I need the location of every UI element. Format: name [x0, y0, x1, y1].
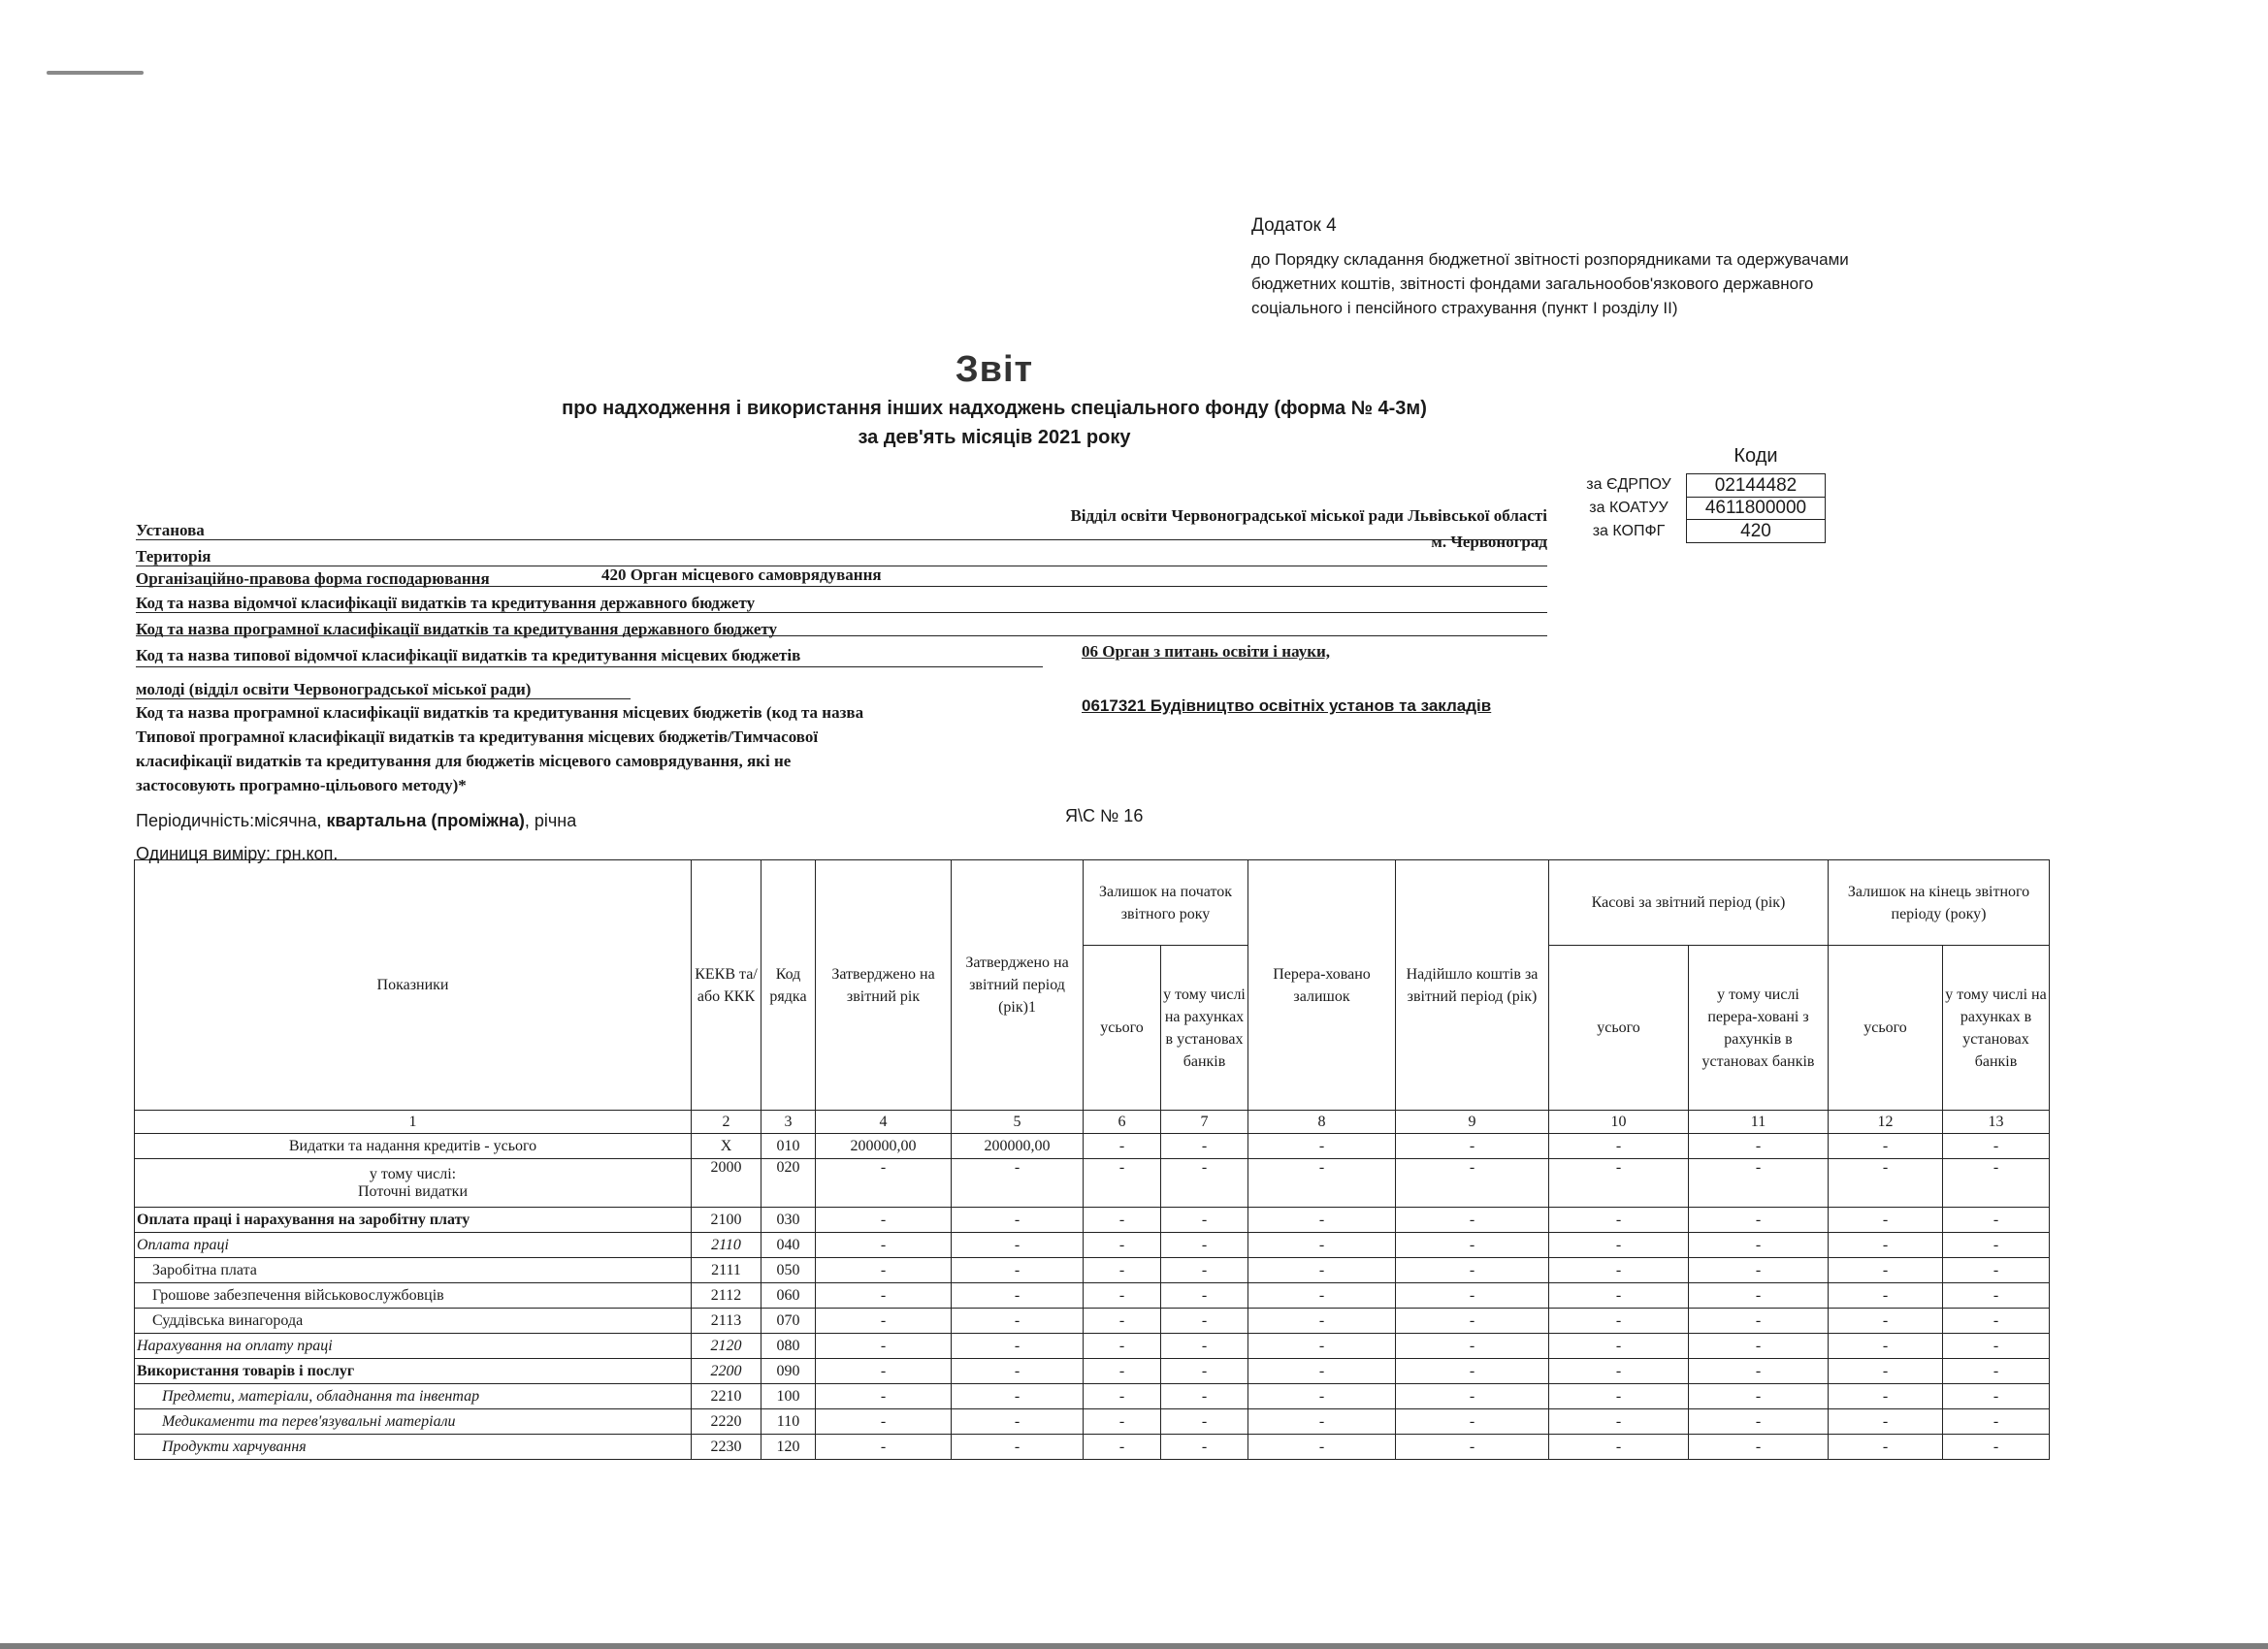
row-code: 080	[761, 1334, 816, 1359]
territory-value: м. Червоноград	[1431, 533, 1547, 551]
code-value: 420	[1686, 520, 1826, 543]
code-row-kopfg	[1571, 520, 1826, 543]
header-cash-total: усього	[1549, 946, 1689, 1111]
header-cash-banks: у тому числі перера-ховані з рахунків в установах банків	[1689, 946, 1829, 1111]
row-value-col-8: -	[1248, 1159, 1396, 1208]
table-row	[135, 1283, 2050, 1309]
code-label: за КОПФГ	[1592, 523, 1666, 539]
row-value-col-13: -	[1943, 1283, 2050, 1309]
header-transferred: Перера-ховано залишок	[1248, 860, 1396, 1111]
periodicity-prefix: Періодичність:місячна,	[136, 811, 327, 830]
row-indicator	[135, 1258, 692, 1283]
prog-local-label-1: Код та назва програмної класифікації видатків та кредитування місцевих бюджетів (код та назва	[136, 703, 864, 722]
row-value-col-10: -	[1549, 1359, 1689, 1384]
row-value-col-8: -	[1248, 1258, 1396, 1283]
row-value-col-5: -	[952, 1233, 1084, 1258]
header-approved-year: Затверджено на звітний рік	[816, 860, 952, 1111]
row-value-col-7: -	[1161, 1134, 1248, 1159]
row-value-col-5: -	[952, 1359, 1084, 1384]
row-value-col-7: -	[1161, 1435, 1248, 1460]
row-value-col-9: -	[1396, 1233, 1549, 1258]
codes-block	[1571, 473, 1826, 543]
column-number: 3	[761, 1111, 816, 1134]
row-value-col-7: -	[1161, 1409, 1248, 1435]
row-code: 060	[761, 1283, 816, 1309]
report-subtitle: про надходження і використання інших надходжень спеціального фонду (форма № 4-3м)	[562, 398, 1427, 419]
legal-form-underline	[136, 586, 1547, 587]
row-value-col-5: -	[952, 1334, 1084, 1359]
row-kekv: 2230	[692, 1435, 761, 1460]
row-value-col-13: -	[1943, 1309, 2050, 1334]
row-value-col-11: -	[1689, 1435, 1829, 1460]
row-value-col-5: -	[952, 1283, 1084, 1309]
table-row	[135, 1409, 2050, 1435]
row-value-col-5: -	[952, 1258, 1084, 1283]
column-number: 4	[816, 1111, 952, 1134]
appendix-title: Додаток 4	[1251, 215, 1337, 236]
row-indicator-text: Суддівська винагорода	[152, 1311, 304, 1329]
row-value-col-8: -	[1248, 1283, 1396, 1309]
row-indicator-subtext: Поточні видатки	[357, 1182, 469, 1200]
row-value-col-10: -	[1549, 1309, 1689, 1334]
row-value-col-8: -	[1248, 1384, 1396, 1409]
row-value-col-13: -	[1943, 1134, 2050, 1159]
row-value-col-8: -	[1248, 1208, 1396, 1233]
column-number: 6	[1084, 1111, 1161, 1134]
row-value-col-4: -	[816, 1309, 952, 1334]
row-code: 050	[761, 1258, 816, 1283]
row-indicator	[135, 1159, 692, 1208]
legal-form-label: Організаційно-правова форма господарювання	[136, 569, 490, 588]
row-code: 090	[761, 1359, 816, 1384]
row-value-col-7: -	[1161, 1258, 1248, 1283]
row-value-col-10: -	[1549, 1384, 1689, 1409]
header-kekv: КЕКВ та/або ККК	[692, 860, 761, 1111]
row-value-col-12: -	[1829, 1159, 1943, 1208]
code-row-koatuu	[1571, 497, 1826, 520]
row-value-col-10: -	[1549, 1283, 1689, 1309]
periodicity-selected: квартальна (проміжна)	[326, 811, 525, 830]
unit-of-measure: Одиниця виміру: грн.коп.	[136, 844, 339, 863]
row-kekv: X	[692, 1134, 761, 1159]
row-code: 020	[761, 1159, 816, 1208]
header-received: Надійшло коштів за звітний період (рік)	[1396, 860, 1549, 1111]
row-kekv: 2111	[692, 1258, 761, 1283]
row-value-col-12: -	[1829, 1384, 1943, 1409]
code-value: 4611800000	[1686, 497, 1826, 520]
header-balance-end-banks: у тому числі на рахунках в установах банків	[1943, 946, 2050, 1111]
institution-value: Відділ освіти Червоноградської міської ради Львівської області	[1070, 506, 1547, 525]
row-value-col-6: -	[1084, 1334, 1161, 1359]
row-value-col-7: -	[1161, 1208, 1248, 1233]
prog-class-state-underline	[136, 635, 1547, 636]
code-label: за ЄДРПОУ	[1586, 476, 1671, 493]
row-value-col-6: -	[1084, 1283, 1161, 1309]
row-indicator-text: Предмети, матеріали, обладнання та інвентар	[162, 1387, 480, 1405]
row-value-col-12: -	[1829, 1334, 1943, 1359]
row-indicator-text: Використання товарів і послуг	[137, 1362, 355, 1379]
row-code: 100	[761, 1384, 816, 1409]
row-indicator	[135, 1409, 692, 1435]
prog-local-label-4: застосовують програмно-цільового методу)*	[136, 776, 467, 794]
row-value-col-4: -	[816, 1409, 952, 1435]
column-number: 10	[1549, 1111, 1689, 1134]
row-indicator	[135, 1233, 692, 1258]
row-value-col-9: -	[1396, 1334, 1549, 1359]
header-balance-start-banks: у тому числі на рахунках в установах банків	[1161, 946, 1248, 1111]
table-row	[135, 1384, 2050, 1409]
header-balance-start-total: усього	[1084, 946, 1161, 1111]
periodicity-suffix: , річна	[524, 811, 577, 830]
row-value-col-4: -	[816, 1233, 952, 1258]
row-kekv: 2113	[692, 1309, 761, 1334]
row-indicator	[135, 1309, 692, 1334]
column-number: 11	[1689, 1111, 1829, 1134]
row-value-col-9: -	[1396, 1435, 1549, 1460]
row-value-col-11: -	[1689, 1159, 1829, 1208]
row-value-col-12: -	[1829, 1258, 1943, 1283]
row-value-col-12: -	[1829, 1208, 1943, 1233]
row-value-col-9: -	[1396, 1258, 1549, 1283]
row-value-col-6: -	[1084, 1309, 1161, 1334]
row-kekv: 2110	[692, 1233, 761, 1258]
row-value-col-11: -	[1689, 1134, 1829, 1159]
row-value-col-7: -	[1161, 1283, 1248, 1309]
row-indicator	[135, 1384, 692, 1409]
header-balance-end: Залишок на кінець звітного періоду (року)	[1829, 860, 2050, 946]
row-code: 030	[761, 1208, 816, 1233]
row-indicator-text: Нарахування на оплату праці	[137, 1337, 333, 1354]
row-value-col-5: -	[952, 1309, 1084, 1334]
table-row	[135, 1233, 2050, 1258]
row-value-col-7: -	[1161, 1384, 1248, 1409]
column-number: 13	[1943, 1111, 2050, 1134]
row-value-col-6: -	[1084, 1359, 1161, 1384]
row-value-col-9: -	[1396, 1359, 1549, 1384]
row-value-col-5: -	[952, 1435, 1084, 1460]
typical-dept-local-value: 06 Орган з питань освіти і науки,	[1082, 642, 1331, 661]
row-value-col-7: -	[1161, 1334, 1248, 1359]
row-indicator	[135, 1359, 692, 1384]
row-code: 040	[761, 1233, 816, 1258]
row-value-col-5: -	[952, 1208, 1084, 1233]
row-indicator-text: Медикаменти та перев'язувальні матеріали	[162, 1412, 456, 1430]
row-value-col-11: -	[1689, 1258, 1829, 1283]
row-indicator-text: Видатки та надання кредитів - усього	[288, 1137, 537, 1154]
row-kekv: 2100	[692, 1208, 761, 1233]
typical-dept-local-value-2: молоді (відділ освіти Червоноградської міської ради)	[136, 680, 532, 698]
row-value-col-12: -	[1829, 1359, 1943, 1384]
row-value-col-5: -	[952, 1159, 1084, 1208]
row-value-col-13: -	[1943, 1384, 2050, 1409]
header-row-code: Код рядка	[761, 860, 816, 1111]
row-value-col-7: -	[1161, 1159, 1248, 1208]
periodicity	[136, 811, 576, 831]
row-value-col-9: -	[1396, 1159, 1549, 1208]
row-indicator	[135, 1435, 692, 1460]
header-cash: Касові за звітний період (рік)	[1549, 860, 1829, 946]
row-value-col-10: -	[1549, 1208, 1689, 1233]
table-row	[135, 1334, 2050, 1359]
row-indicator-text: Грошове забезпечення військовослужбовців	[152, 1286, 444, 1304]
row-value-col-13: -	[1943, 1258, 2050, 1283]
header-approved-period: Затверджено на звітний період (рік)1	[952, 860, 1084, 1111]
row-value-col-4: -	[816, 1359, 952, 1384]
row-value-col-4: -	[816, 1435, 952, 1460]
column-number: 9	[1396, 1111, 1549, 1134]
row-value-col-4: -	[816, 1258, 952, 1283]
row-value-col-4: -	[816, 1283, 952, 1309]
dept-class-state-underline	[136, 612, 1547, 613]
row-value-col-6: -	[1084, 1409, 1161, 1435]
row-indicator	[135, 1208, 692, 1233]
institution-label: Установа	[136, 521, 205, 539]
code-value: 02144482	[1686, 473, 1826, 498]
row-value-col-13: -	[1943, 1409, 2050, 1435]
row-value-col-4: -	[816, 1384, 952, 1409]
column-number: 7	[1161, 1111, 1248, 1134]
table-row	[135, 1134, 2050, 1159]
row-value-col-9: -	[1396, 1384, 1549, 1409]
row-value-col-11: -	[1689, 1208, 1829, 1233]
table-row	[135, 1309, 2050, 1334]
row-value-col-11: -	[1689, 1409, 1829, 1435]
row-code: 120	[761, 1435, 816, 1460]
row-indicator-text: Оплата праці	[137, 1236, 229, 1253]
row-value-col-10: -	[1549, 1435, 1689, 1460]
column-number: 2	[692, 1111, 761, 1134]
row-value-col-8: -	[1248, 1233, 1396, 1258]
row-value-col-11: -	[1689, 1334, 1829, 1359]
row-value-col-12: -	[1829, 1134, 1943, 1159]
row-value-col-12: -	[1829, 1409, 1943, 1435]
prog-local-value: 0617321 Будівництво освітніх установ та закладів	[1082, 696, 1492, 715]
table-row	[135, 1208, 2050, 1233]
row-value-col-13: -	[1943, 1359, 2050, 1384]
row-value-col-11: -	[1689, 1384, 1829, 1409]
code-row-edrpou	[1571, 473, 1826, 497]
row-value-col-11: -	[1689, 1359, 1829, 1384]
row-value-col-9: -	[1396, 1409, 1549, 1435]
report-title: Звіт	[955, 349, 1034, 390]
row-value-col-6: -	[1084, 1208, 1161, 1233]
row-value-col-4: -	[816, 1334, 952, 1359]
row-code: 070	[761, 1309, 816, 1334]
row-value-col-8: -	[1248, 1409, 1396, 1435]
row-value-col-6: -	[1084, 1233, 1161, 1258]
codes-heading: Коди	[1733, 445, 1778, 467]
column-number: 1	[135, 1111, 692, 1134]
legal-form-value: 420 Орган місцевого самоврядування	[601, 566, 882, 584]
typical-dept-local-underline-2	[136, 698, 631, 699]
code-label: за КОАТУУ	[1589, 500, 1669, 516]
row-indicator-text: Заробітна плата	[152, 1261, 257, 1278]
row-value-col-10: -	[1549, 1134, 1689, 1159]
row-value-col-6: -	[1084, 1384, 1161, 1409]
row-value-col-13: -	[1943, 1159, 2050, 1208]
row-indicator	[135, 1334, 692, 1359]
row-value-col-8: -	[1248, 1359, 1396, 1384]
row-value-col-10: -	[1549, 1233, 1689, 1258]
table-row	[135, 1258, 2050, 1283]
row-value-col-7: -	[1161, 1359, 1248, 1384]
typical-dept-local-underline	[136, 666, 1043, 667]
scan-bottom-edge	[0, 1643, 2268, 1649]
row-value-col-12: -	[1829, 1435, 1943, 1460]
scan-artifact-mark	[47, 71, 144, 75]
row-value-col-10: -	[1549, 1258, 1689, 1283]
row-value-col-13: -	[1943, 1334, 2050, 1359]
appendix-text: до Порядку складання бюджетної звітності розпорядниками та одержувачами бюджетних коштів, звітності фондами загальнообов'язкового державного соціального і пенсійного страхування (пункт I розділу II)	[1251, 250, 1849, 317]
prog-class-state-label: Код та назва програмної класифікації видатків та кредитування державного бюджету	[136, 620, 778, 638]
row-value-col-4: -	[816, 1159, 952, 1208]
row-value-col-11: -	[1689, 1233, 1829, 1258]
prog-local-label-2: Типової програмної класифікації видатків та кредитування місцевих бюджетів/Тимчасової	[136, 728, 819, 746]
row-value-col-6: -	[1084, 1134, 1161, 1159]
row-value-col-13: -	[1943, 1233, 2050, 1258]
column-numbers-row	[135, 1111, 2050, 1134]
row-kekv: 2210	[692, 1384, 761, 1409]
row-value-col-8: -	[1248, 1309, 1396, 1334]
dept-class-state-label: Код та назва відомчої класифікації видатків та кредитування державного бюджету	[136, 594, 756, 612]
row-value-col-6: -	[1084, 1258, 1161, 1283]
row-kekv: 2000	[692, 1159, 761, 1208]
row-value-col-8: -	[1248, 1334, 1396, 1359]
row-value-col-10: -	[1549, 1409, 1689, 1435]
row-value-col-8: -	[1248, 1134, 1396, 1159]
row-value-col-5: -	[952, 1409, 1084, 1435]
typical-dept-local-label: Код та назва типової відомчої класифікації видатків та кредитування місцевих бюджетів	[136, 646, 801, 664]
row-value-col-6: -	[1084, 1159, 1161, 1208]
row-kekv: 2120	[692, 1334, 761, 1359]
row-value-col-8: -	[1248, 1435, 1396, 1460]
column-number: 8	[1248, 1111, 1396, 1134]
row-code: 010	[761, 1134, 816, 1159]
row-value-col-5: -	[952, 1384, 1084, 1409]
row-value-col-7: -	[1161, 1309, 1248, 1334]
row-kekv: 2200	[692, 1359, 761, 1384]
row-code: 110	[761, 1409, 816, 1435]
row-value-col-6: -	[1084, 1435, 1161, 1460]
row-kekv: 2220	[692, 1409, 761, 1435]
row-indicator-text: у тому числі:	[369, 1165, 457, 1182]
row-value-col-12: -	[1829, 1309, 1943, 1334]
column-number: 5	[952, 1111, 1084, 1134]
report-table	[134, 859, 2050, 1460]
row-value-col-12: -	[1829, 1233, 1943, 1258]
row-indicator-text: Продукти харчування	[162, 1438, 307, 1455]
row-value-col-4: -	[816, 1208, 952, 1233]
row-indicator	[135, 1134, 692, 1159]
table-row	[135, 1359, 2050, 1384]
report-period: за дев'ять місяців 2021 року	[858, 427, 1131, 448]
row-value-col-10: -	[1549, 1334, 1689, 1359]
row-indicator-text: Оплата праці і нарахування на заробітну плату	[137, 1211, 470, 1228]
row-value-col-4: 200000,00	[816, 1134, 952, 1159]
row-value-col-13: -	[1943, 1435, 2050, 1460]
row-indicator	[135, 1283, 692, 1309]
yac-number: Я\С № 16	[1065, 806, 1144, 825]
header-indicators: Показники	[135, 860, 692, 1111]
row-kekv: 2112	[692, 1283, 761, 1309]
table-row	[135, 1159, 2050, 1208]
header-balance-start: Залишок на початок звітного року	[1084, 860, 1248, 946]
row-value-col-12: -	[1829, 1283, 1943, 1309]
table-row	[135, 1435, 2050, 1460]
row-value-col-5: 200000,00	[952, 1134, 1084, 1159]
row-value-col-9: -	[1396, 1134, 1549, 1159]
row-value-col-11: -	[1689, 1309, 1829, 1334]
row-value-col-9: -	[1396, 1283, 1549, 1309]
territory-label: Територія	[136, 547, 211, 566]
prog-local-label-3: класифікації видатків та кредитування для бюджетів місцевого самоврядування, які не	[136, 752, 792, 770]
row-value-col-9: -	[1396, 1309, 1549, 1334]
row-value-col-10: -	[1549, 1159, 1689, 1208]
row-value-col-9: -	[1396, 1208, 1549, 1233]
row-value-col-7: -	[1161, 1233, 1248, 1258]
row-value-col-13: -	[1943, 1208, 2050, 1233]
column-number: 12	[1829, 1111, 1943, 1134]
row-value-col-11: -	[1689, 1283, 1829, 1309]
header-balance-end-total: усього	[1829, 946, 1943, 1111]
